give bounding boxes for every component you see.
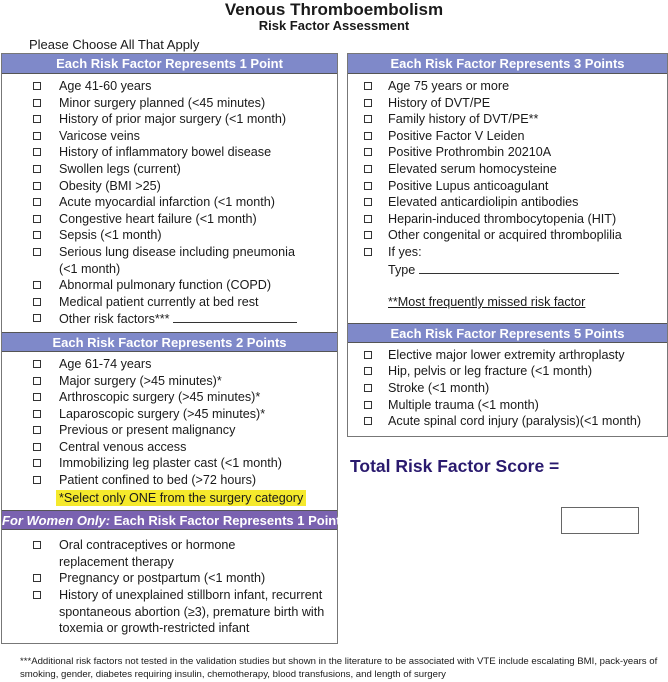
list-item — [348, 347, 667, 364]
item-label: Other risk factors*** — [59, 312, 170, 327]
checkbox[interactable] — [33, 148, 41, 156]
list-item — [2, 587, 337, 637]
checkbox[interactable] — [364, 367, 372, 375]
list-item — [2, 455, 337, 472]
list-item — [2, 439, 337, 456]
checkbox[interactable] — [364, 132, 372, 140]
list-item — [2, 277, 337, 294]
women-only-label: For Women Only: — [2, 513, 111, 529]
section-header-1-point: Each Risk Factor Represents 1 Point — [2, 54, 337, 74]
item-label: Oral contraceptives or hormone replacement therapy — [59, 538, 236, 569]
list-item — [2, 472, 337, 489]
item-label: Positive Factor V Leiden — [388, 128, 525, 143]
list-item — [2, 310, 337, 328]
list-item — [2, 294, 337, 311]
item-label: History of DVT/PE — [388, 95, 491, 110]
checkbox[interactable] — [33, 476, 41, 484]
checkbox[interactable] — [33, 82, 41, 90]
item-label: Varicose veins — [59, 128, 140, 143]
checkbox[interactable] — [364, 248, 372, 256]
total-score-input[interactable] — [561, 507, 639, 534]
list-item — [2, 78, 337, 95]
checkbox[interactable] — [364, 417, 372, 425]
spacer — [348, 278, 667, 294]
item-label: History of inflammatory bowel disease — [59, 145, 272, 160]
type-row — [348, 261, 667, 279]
checkbox[interactable] — [364, 182, 372, 190]
item-label: Stroke (<1 month) — [388, 380, 490, 395]
list-item — [2, 373, 337, 390]
item-label: Pregnancy or postpartum (<1 month) — [59, 571, 266, 586]
list-item — [348, 144, 667, 161]
checkbox[interactable] — [33, 165, 41, 173]
checkbox[interactable] — [33, 443, 41, 451]
item-label: History of prior major surgery (<1 month) — [59, 112, 287, 127]
list-item — [348, 227, 667, 244]
checkbox[interactable] — [33, 132, 41, 140]
right-column-box — [347, 53, 668, 437]
checkbox[interactable] — [364, 384, 372, 392]
instruction-text: Please Choose All That Apply — [29, 37, 200, 52]
list-item — [2, 128, 337, 145]
list-item — [2, 537, 337, 570]
item-label: Age 75 years or more — [388, 79, 510, 93]
checkbox[interactable] — [33, 377, 41, 385]
item-label: Obesity (BMI >25) — [59, 178, 161, 193]
list-3-points — [348, 74, 667, 323]
item-label: Abnormal pulmonary function (COPD) — [59, 278, 272, 293]
item-label: Positive Lupus anticoagulant — [388, 178, 549, 193]
checkbox[interactable] — [33, 541, 41, 549]
checkbox[interactable] — [364, 148, 372, 156]
list-item — [2, 161, 337, 178]
checkbox[interactable] — [364, 198, 372, 206]
checkbox[interactable] — [33, 591, 41, 599]
checkbox[interactable] — [33, 115, 41, 123]
item-label: Immobilizing leg plaster cast (<1 month) — [59, 456, 282, 471]
checkbox[interactable] — [33, 99, 41, 107]
list-item — [348, 363, 667, 380]
checkbox[interactable] — [33, 314, 41, 322]
checkbox[interactable] — [364, 165, 372, 173]
section-header-5-points: Each Risk Factor Represents 5 Points — [348, 323, 667, 343]
list-5-points — [348, 343, 667, 436]
list-item — [2, 227, 337, 244]
item-label: Congestive heart failure (<1 month) — [59, 211, 257, 226]
list-item — [348, 128, 667, 145]
checkbox[interactable] — [364, 115, 372, 123]
footnote: ***Additional risk factors not tested in the validation studies but shown in the literature to be associated with VTE include escalating BMI, pack-years of smoking, gender, diabetes requiring insulin, chemotherapy, blood transfusions, and length of surgery — [20, 656, 658, 680]
checkbox[interactable] — [364, 231, 372, 239]
other-risk-factors-input[interactable] — [173, 310, 297, 323]
item-label: Acute myocardial infarction (<1 month) — [59, 195, 275, 210]
list-item — [348, 211, 667, 228]
list-item — [348, 397, 667, 414]
item-label: Family history of DVT/PE** — [388, 112, 539, 127]
item-label: Serious lung disease including pneumonia (<1 month) — [59, 244, 295, 276]
item-label: Elevated serum homocysteine — [388, 161, 557, 176]
women-only-title: Each Risk Factor Represents 1 Point — [110, 513, 341, 529]
checkbox[interactable] — [364, 215, 372, 223]
list-item — [348, 380, 667, 397]
list-item — [348, 111, 667, 128]
item-label: Elective major lower extremity arthroplasty — [388, 347, 625, 362]
page-subtitle: Risk Factor Assessment — [258, 18, 410, 33]
section-header-women-only — [2, 510, 341, 530]
item-label: Laparoscopic surgery (>45 minutes)* — [59, 406, 266, 421]
section-header-3-points: Each Risk Factor Represents 3 Points — [348, 54, 667, 74]
item-label: Sepsis (<1 month) — [59, 228, 162, 243]
list-item — [348, 161, 667, 178]
checkbox[interactable] — [33, 459, 41, 467]
section-header-2-points: Each Risk Factor Represents 2 Points — [2, 332, 337, 352]
list-item — [348, 178, 667, 195]
item-label: Elevated anticardiolipin antibodies — [388, 195, 579, 210]
item-label: Previous or present malignancy — [59, 423, 236, 438]
checkbox[interactable] — [33, 182, 41, 190]
checkbox[interactable] — [364, 351, 372, 359]
total-score-label: Total Risk Factor Score = — [350, 456, 560, 476]
missed-risk-note: **Most frequently missed risk factor — [388, 295, 586, 310]
list-item — [2, 211, 337, 228]
list-item — [2, 194, 337, 211]
checkbox[interactable] — [364, 99, 372, 107]
checkbox[interactable] — [364, 82, 372, 90]
item-label: History of unexplained stillborn infant, recurrent spontaneous abortion (≥3), premature birth with toxemia or growth-restricted infant — [59, 588, 325, 636]
checkbox[interactable] — [364, 401, 372, 409]
list-item — [2, 95, 337, 112]
item-label: Age 41-60 years — [59, 79, 152, 93]
item-label: Arthroscopic surgery (>45 minutes)* — [59, 390, 261, 405]
list-item — [2, 356, 337, 373]
list-women-only — [2, 530, 337, 643]
list-item — [2, 178, 337, 195]
list-item — [348, 194, 667, 211]
checkbox[interactable] — [33, 231, 41, 239]
item-label: Hip, pelvis or leg fracture (<1 month) — [388, 364, 593, 379]
list-item — [2, 111, 337, 128]
list-1-point — [2, 74, 337, 332]
checkbox[interactable] — [33, 248, 41, 256]
surgery-note: *Select only ONE from the surgery category — [56, 490, 306, 507]
checkbox[interactable] — [33, 215, 41, 223]
list-item — [2, 422, 337, 439]
list-item — [348, 95, 667, 112]
list-item — [2, 570, 337, 587]
item-label: Multiple trauma (<1 month) — [388, 397, 539, 412]
checkbox[interactable] — [33, 410, 41, 418]
item-label: Major surgery (>45 minutes)* — [59, 373, 222, 388]
item-label: If yes: — [388, 244, 422, 259]
item-label: Positive Prothrombin 20210A — [388, 145, 552, 160]
checkbox[interactable] — [33, 360, 41, 368]
checkbox[interactable] — [33, 426, 41, 434]
list-item — [2, 389, 337, 406]
item-label: Acute spinal cord injury (paralysis)(<1 month) — [388, 414, 642, 429]
item-label: Age 61-74 years — [59, 356, 152, 371]
list-item — [348, 78, 667, 95]
list-2-points — [2, 352, 337, 510]
list-item — [348, 244, 667, 261]
checkbox[interactable] — [33, 281, 41, 289]
list-item — [2, 490, 337, 507]
item-label: Minor surgery planned (<45 minutes) — [59, 95, 266, 110]
type-label: Type — [388, 262, 416, 277]
list-item — [2, 244, 337, 277]
checkbox[interactable] — [33, 198, 41, 206]
list-item — [2, 144, 337, 161]
list-item — [348, 413, 667, 430]
item-label: Patient confined to bed (>72 hours) — [59, 473, 257, 488]
type-input[interactable] — [419, 261, 619, 274]
item-label: Heparin-induced thrombocytopenia (HIT) — [388, 211, 617, 226]
item-label: Medical patient currently at bed rest — [59, 294, 259, 309]
item-label: Central venous access — [59, 439, 187, 454]
item-label: Other congenital or acquired thromboplilia — [388, 228, 622, 243]
checkbox[interactable] — [33, 298, 41, 306]
checkbox[interactable] — [33, 393, 41, 401]
checkbox[interactable] — [33, 574, 41, 582]
list-item — [2, 406, 337, 423]
item-label: Swollen legs (current) — [59, 161, 181, 176]
left-column-box — [1, 53, 341, 644]
page-title: Venous Thromboembolism — [224, 0, 444, 19]
